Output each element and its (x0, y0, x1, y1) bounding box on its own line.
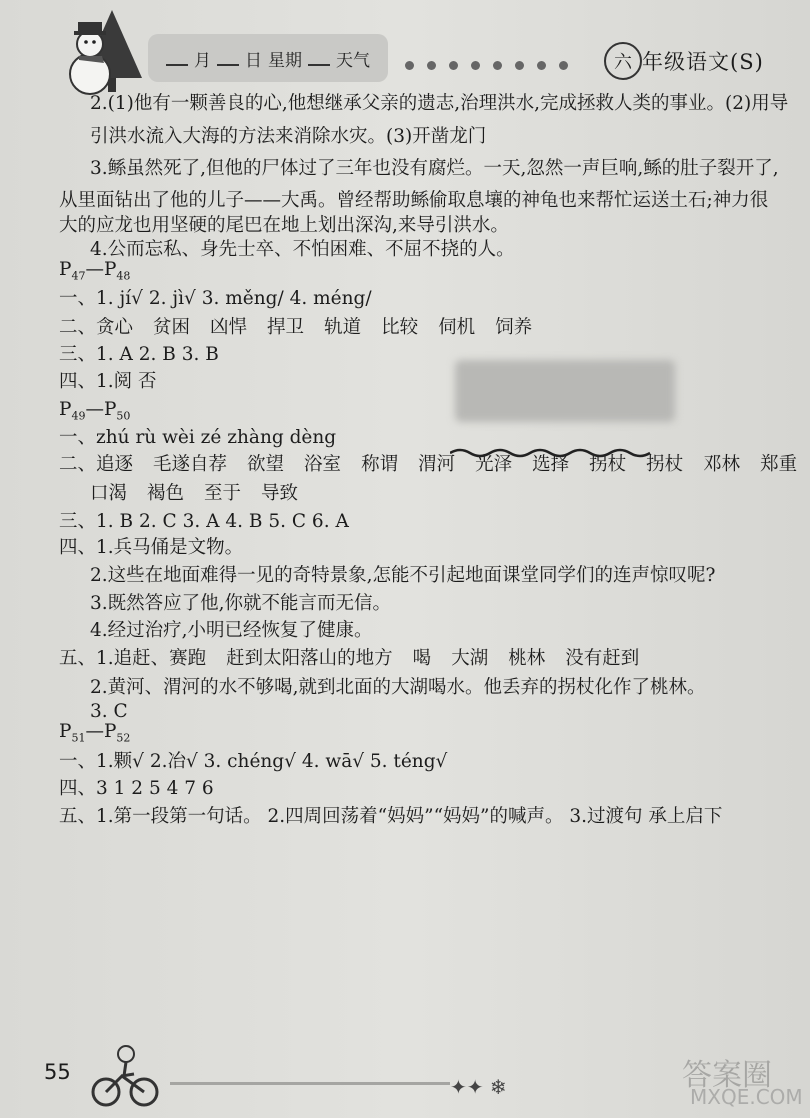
page-range-prefix: —P (85, 259, 117, 280)
page-range-heading (59, 720, 130, 751)
answer-text: 4.经过治疗,小明已经恢复了健康。 (90, 620, 373, 641)
snowman-illustration (62, 8, 148, 100)
answer-text: 一、zhú rù wèi zé zhàng dèng (59, 427, 337, 448)
page-range-heading (59, 398, 130, 429)
watermark-url: MXQE.COM (690, 1085, 803, 1109)
date-month-label: 月 (194, 50, 211, 71)
answer-text: 2.(1)他有一颗善良的心,他想继承父亲的遗志,治理洪水,完成拯救人类的事业。(2)用导 (90, 93, 789, 114)
answer-word: 褐色 (147, 483, 185, 504)
answer-line (59, 536, 243, 560)
page-number: 55 (44, 1060, 71, 1084)
answer-word: 大湖 (451, 648, 489, 669)
answer-word: 赶到太阳落山的地方 (226, 648, 393, 669)
answer-word: 喝 (412, 648, 432, 669)
answer-text: 从里面钻出了他的儿子——大禹。曾经帮助鲧偷取息壤的神龟也来帮忙运送土石;神力很 (59, 190, 769, 211)
date-weather-label: 天气 (336, 50, 370, 71)
answer-word: 毛遂自荐 (153, 454, 228, 475)
answer-word: 没有赶到 (565, 648, 640, 669)
answer-text: 3. C (90, 701, 128, 722)
page-range-number: 51 (71, 731, 86, 745)
page-range-number: 52 (116, 731, 131, 745)
answer-line (90, 592, 391, 616)
decorative-dots (405, 55, 605, 71)
answer-line (59, 777, 214, 801)
answer-text: 3.鲧虽然死了,但他的尸体过了三年也没有腐烂。一天,忽然一声巨响,鲧的肚子裂开了, (90, 158, 779, 179)
answer-word: 五、1.追赶、赛跑 (59, 648, 207, 669)
answer-line (59, 426, 336, 450)
answer-line (90, 125, 486, 149)
answer-word: 至于 (204, 483, 242, 504)
answer-line (59, 647, 659, 671)
answer-text: 五、1.第一段第一句话。 2.四周回荡着“妈妈”“妈妈”的喊声。 3.过渡句 承上启下 (59, 806, 723, 827)
answer-word: 贫困 (153, 317, 191, 338)
answer-line (59, 370, 157, 394)
answer-word: 伺机 (438, 317, 476, 338)
answer-text: 一、1.颗√ 2.冶√ 3. chéng√ 4. wā√ 5. téng√ (59, 751, 448, 772)
answer-line (59, 287, 372, 311)
answer-text: 一、1. jí√ 2. jì√ 3. měng/ 4. méng/ (59, 288, 372, 309)
answer-word: 凶悍 (210, 317, 248, 338)
cyclist-illustration (90, 1040, 160, 1110)
answer-text: 四、1.兵马俑是文物。 (59, 537, 244, 558)
date-day-label: 日 (245, 50, 262, 71)
answer-line (90, 92, 788, 116)
answer-text: 3.既然答应了他,你就不能言而无信。 (90, 593, 392, 614)
answer-word: 选择 (532, 454, 570, 475)
answer-word: 二、贪心 (59, 317, 134, 338)
page-range-number: 50 (116, 409, 131, 423)
answer-line (59, 805, 722, 829)
answer-text: 四、3 1 2 5 4 7 6 (59, 778, 214, 799)
answer-word: 拐杖 (589, 454, 627, 475)
footer-rule (170, 1082, 450, 1085)
answer-text: 2.这些在地面难得一见的奇特景象,怎能不引起地面课堂同学们的连声惊叹呢? (90, 565, 716, 586)
date-weekday-label: 星期 (268, 50, 302, 71)
answer-line (90, 482, 318, 506)
answer-line (59, 510, 349, 534)
answer-word: 渭河 (418, 454, 456, 475)
answer-word: 桃林 (508, 648, 546, 669)
answer-text: 引洪水流入大海的方法来消除水灾。(3)开凿龙门 (90, 126, 487, 147)
answer-line (59, 316, 552, 340)
answer-text: 4.公而忘私、身先士卒、不怕困难、不屈不挠的人。 (90, 239, 515, 260)
answer-line (90, 619, 373, 643)
page-range-number: 47 (71, 269, 86, 283)
page-range-prefix: P (59, 259, 72, 280)
page-range-heading (59, 258, 130, 289)
page-range-prefix: P (59, 399, 72, 420)
page-range-prefix: —P (85, 399, 117, 420)
answer-text: 2.黄河、渭河的水不够喝,就到北面的大湖喝水。他丢弃的拐杖化作了桃林。 (90, 677, 706, 698)
answer-line (90, 238, 515, 262)
answer-line (90, 676, 706, 700)
page-range-number: 48 (116, 269, 131, 283)
answer-line (59, 343, 219, 367)
answer-word: 浴室 (304, 454, 342, 475)
answer-word: 光泽 (475, 454, 513, 475)
answer-word: 轨道 (324, 317, 362, 338)
answer-line (90, 157, 779, 181)
answer-line (59, 453, 810, 477)
answer-word: 口渴 (90, 483, 128, 504)
answer-text: 大的应龙也用坚硬的尾巴在地上划出深沟,来导引洪水。 (59, 215, 509, 236)
answer-text: 三、1. B 2. C 3. A 4. B 5. C 6. A (59, 511, 349, 532)
answer-word: 邓林 (703, 454, 741, 475)
page-range-prefix: P (59, 721, 72, 742)
watermark-logo: 答案圈 (682, 1058, 772, 1093)
answer-text: 三、1. A 2. B 3. B (59, 344, 219, 365)
smudge-overlay (455, 360, 675, 422)
answer-word: 导致 (261, 483, 299, 504)
page-range-number: 49 (71, 409, 86, 423)
grade-badge: 六 (604, 42, 642, 80)
answer-word: 郑重 (760, 454, 798, 475)
snowflake-icon: ✦✦ ❄ (450, 1075, 507, 1099)
answer-word: 拐杖 (646, 454, 684, 475)
answer-line (59, 189, 768, 213)
answer-word: 欲望 (247, 454, 285, 475)
page-range-prefix: —P (85, 721, 117, 742)
answer-word: 称谓 (361, 454, 399, 475)
header-title: 年级语文(S) (642, 50, 764, 74)
strikethrough-scribble (450, 445, 660, 461)
answer-word: 比较 (381, 317, 419, 338)
date-weather-box (148, 34, 388, 82)
answer-word: 二、追逐 (59, 454, 134, 475)
answer-text: 四、1.阅 否 (59, 371, 157, 392)
answer-line (59, 750, 447, 774)
answer-word: 饲养 (495, 317, 533, 338)
answer-line (90, 564, 715, 588)
answer-line (59, 214, 509, 238)
answer-word: 捍卫 (267, 317, 305, 338)
